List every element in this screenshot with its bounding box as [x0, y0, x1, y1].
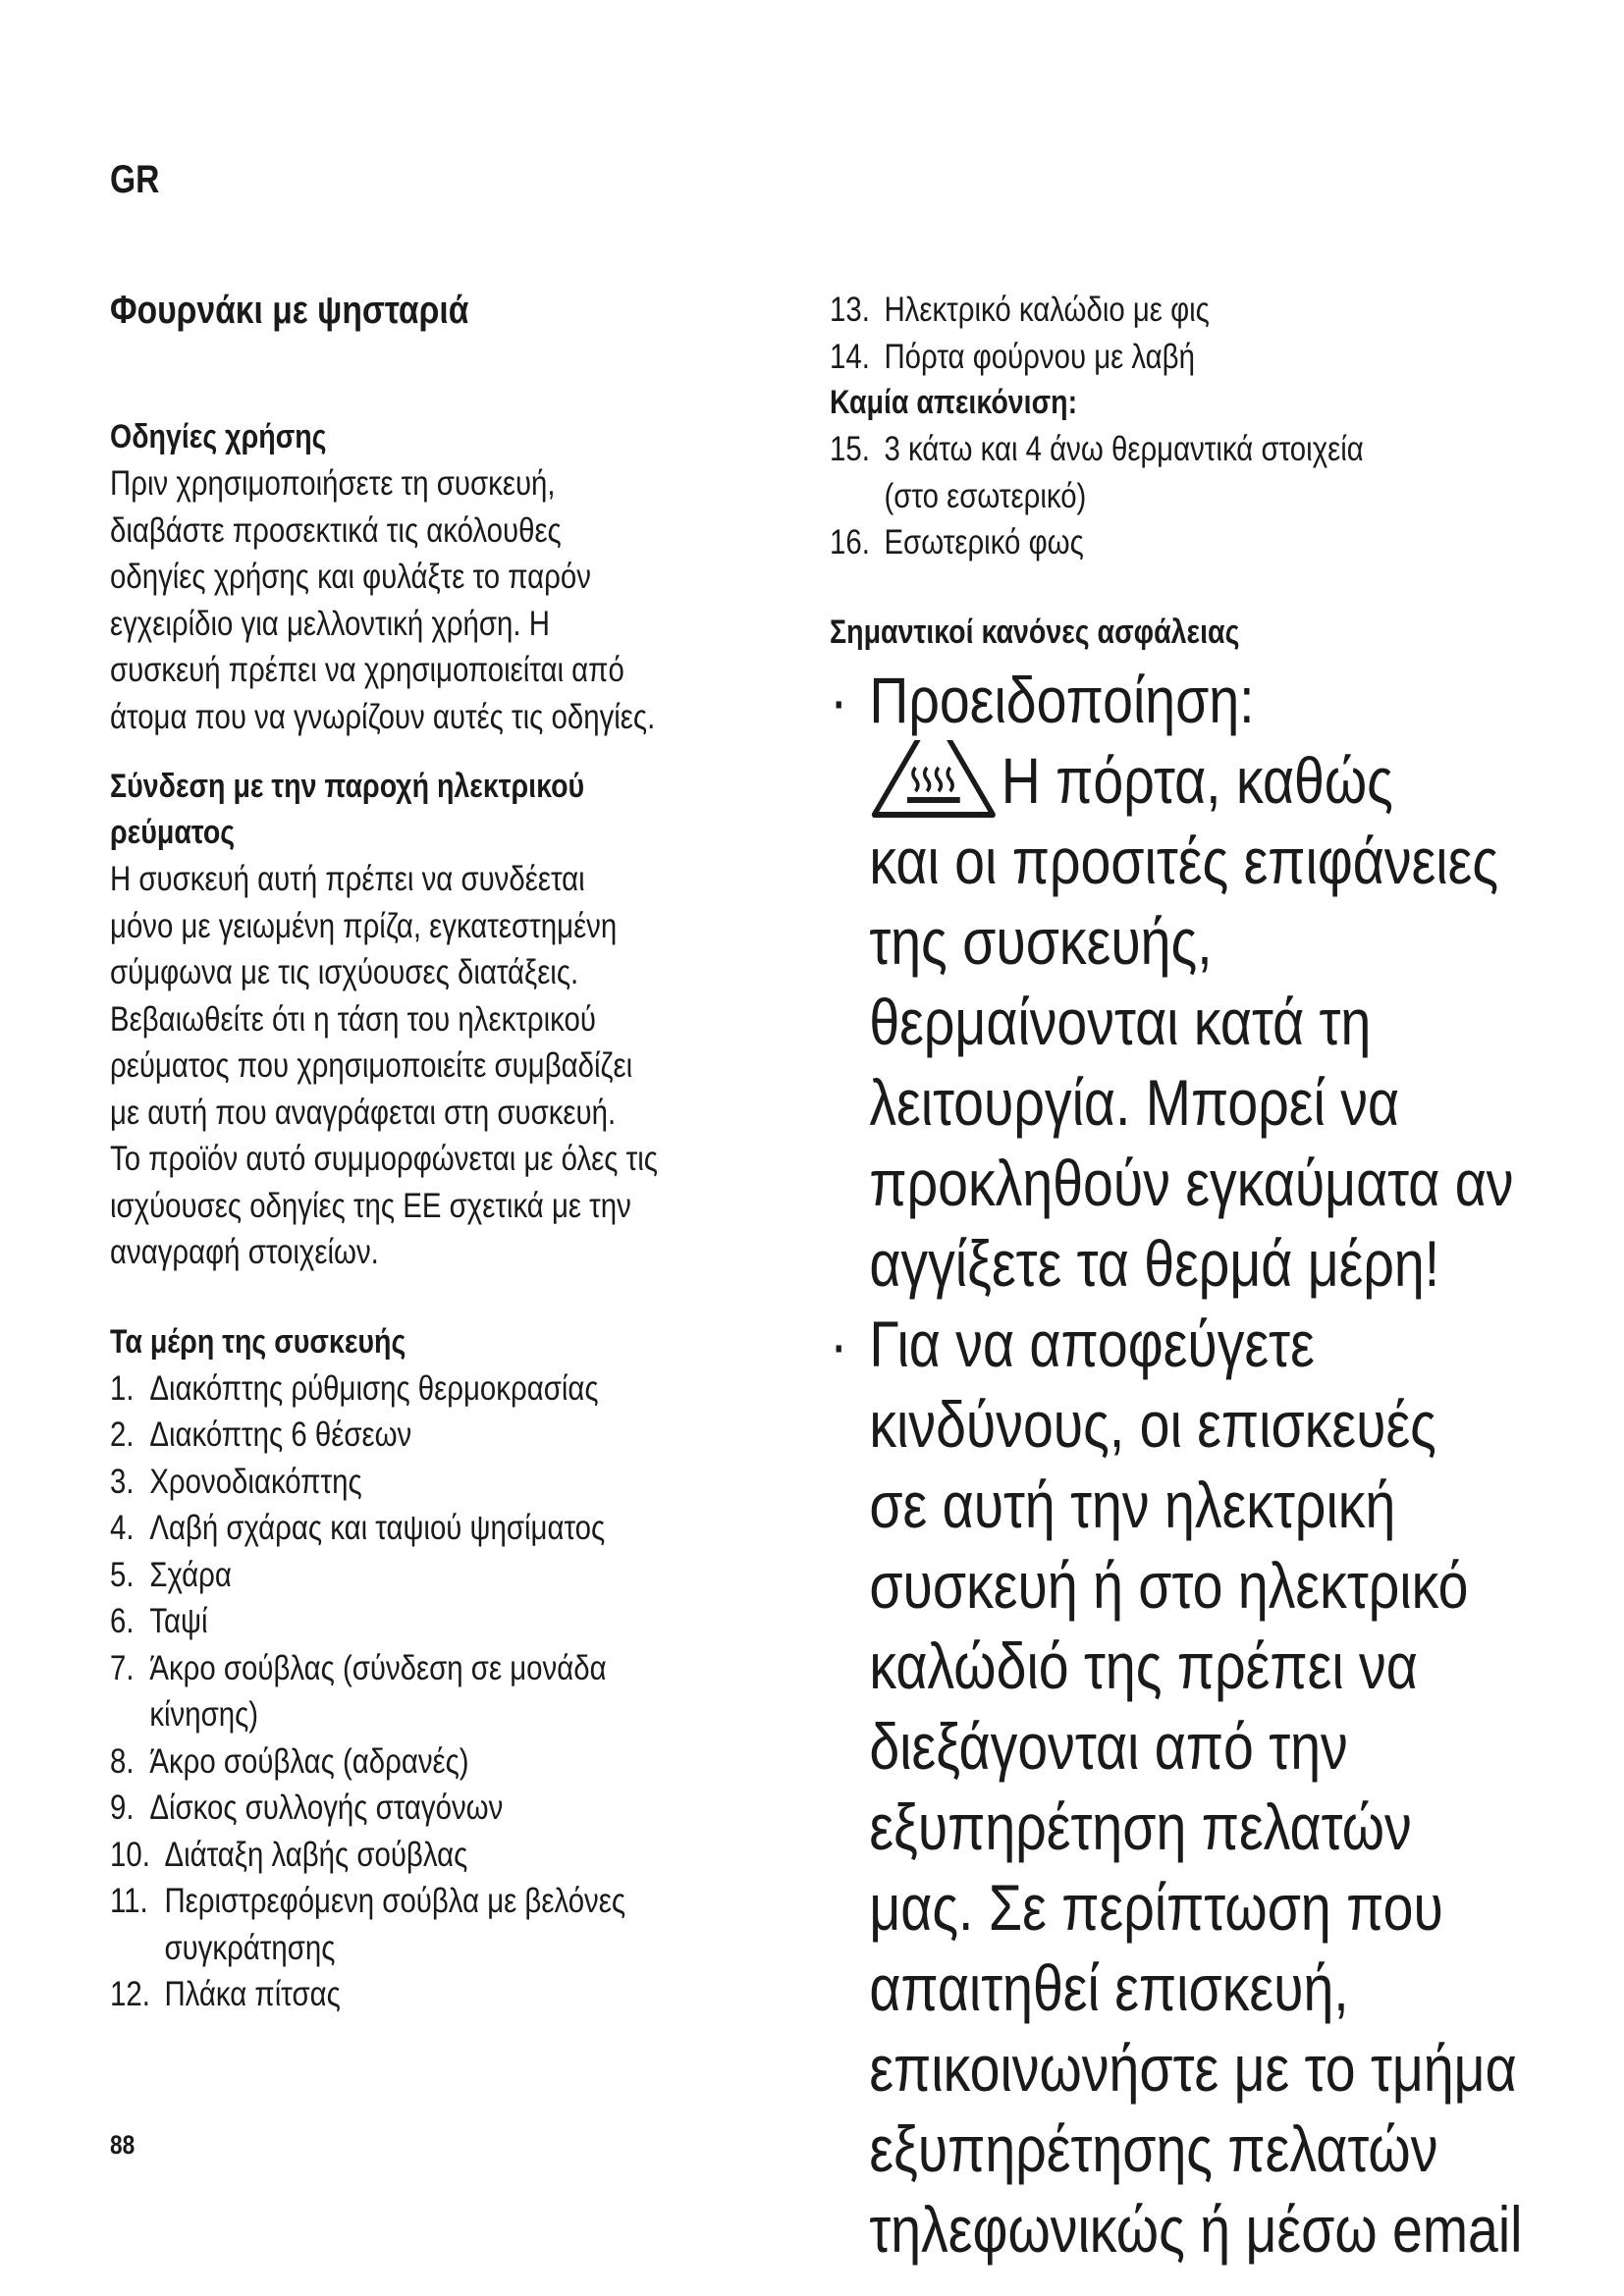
bullet: · — [830, 663, 848, 736]
parts-heading: Τα μέρη της συσκευής — [110, 1322, 406, 1361]
list-item — [110, 1832, 687, 1879]
warning-text: και οι προσιτές επιφάνειες — [869, 824, 1499, 897]
safety-warning — [830, 660, 1514, 1304]
connection-heading: ρεύματος — [110, 814, 236, 851]
warning-line — [830, 821, 1499, 901]
product-title: Φουρνάκι με ψησταριά — [110, 289, 469, 332]
warning-line — [830, 740, 1473, 821]
parts-list-continued — [830, 287, 1473, 380]
repair-text: σε αυτή την ηλεκτρική — [869, 1468, 1396, 1541]
usage-line: εγχειρίδιο για μελλοντική χρήση. Η — [110, 604, 550, 643]
repair-line — [830, 1706, 1473, 1787]
repair-line — [830, 1787, 1473, 1867]
warning-text: αγγίξετε τα θερμά μέρη! — [869, 1226, 1440, 1300]
usage-heading: Οδηγίες χρήσης — [110, 418, 327, 455]
list-number: 16. — [830, 523, 870, 561]
repair-text: κινδύνους, οι επισκευές — [869, 1387, 1436, 1461]
parts-list — [110, 1832, 687, 2018]
repair-line — [830, 1384, 1473, 1465]
list-text: Σχάρα — [149, 1555, 232, 1594]
connection-line: σύμφωνα με τις ισχύουσες διατάξεις. — [110, 953, 579, 991]
connection-line: Το προϊόν αυτό συμμορφώνεται με όλες τις — [110, 1140, 658, 1178]
repair-line — [830, 1948, 1473, 2028]
list-text: Ηλεκτρικό καλώδιο με φις — [884, 291, 1210, 329]
list-number: 14. — [830, 337, 870, 376]
warning-title-line — [830, 660, 1473, 740]
list-item — [110, 1785, 687, 1832]
safety-heading: Σημαντικοί κανόνες ασφάλειας — [830, 613, 1240, 651]
connection-line: Η συσκευή αυτή πρέπει να συνδέεται — [110, 860, 585, 898]
repair-text: συσκευή ή στο ηλεκτρικό — [869, 1548, 1469, 1622]
usage-line: οδηγίες χρήσης και φυλάξτε το παρόν — [110, 558, 591, 596]
list-item — [110, 1971, 687, 2018]
list-text: Χρονοδιακόπτης — [149, 1462, 362, 1501]
warning-line — [830, 901, 1473, 982]
list-number: 12. — [110, 1975, 150, 2013]
warning-line — [830, 982, 1473, 1062]
repair-line — [830, 2028, 1517, 2109]
repair-text: τηλεφωνικώς ή μέσω email — [869, 2192, 1523, 2266]
usage-line: συσκευή πρέπει να χρησιμοποιείται από — [110, 651, 624, 689]
warning-title: Προειδοποίηση: — [869, 663, 1255, 736]
list-number: 5. — [110, 1555, 135, 1594]
list-number: 11. — [110, 1882, 148, 1920]
repair-line — [830, 1304, 1473, 1384]
warning-text: Η πόρτα, καθώς — [1001, 743, 1393, 817]
parts-list — [110, 1365, 687, 1832]
usage-line: άτομα που να γνωρίζουν αυτές τις οδηγίες. — [110, 697, 656, 736]
repair-text: εξυπηρέτησης πελατών — [869, 2111, 1438, 2185]
no-image-label: Καμία απεικόνιση: — [830, 384, 1078, 421]
list-number: 15. — [830, 430, 870, 468]
list-item — [110, 1738, 687, 1786]
usage-line: διαβάστε προσεκτικά τις ακόλουθες — [110, 510, 562, 550]
usage-section — [110, 414, 687, 740]
connection-line: μόνο με γειωμένη πρίζα, εγκατεστημένη — [110, 906, 618, 945]
list-number: 6. — [110, 1602, 135, 1640]
list-text: Εσωτερικό φως — [884, 523, 1084, 561]
list-text: κίνησης) — [149, 1695, 259, 1734]
bullet: · — [830, 1307, 848, 1380]
warning-text: λειτουργία. Μπορεί να — [869, 1065, 1399, 1139]
right-column-inner — [830, 287, 1523, 2269]
repair-line — [830, 2109, 1473, 2189]
repair-line — [830, 1626, 1473, 1706]
repair-line — [830, 1867, 1473, 1948]
repair-line — [830, 1465, 1473, 1545]
repair-text: μας. Σε περίπτωση που — [869, 1870, 1443, 1944]
connection-line: με αυτή που αναγράφεται στη συσκευή. — [110, 1093, 617, 1132]
list-item — [110, 1552, 687, 1599]
list-item — [110, 1645, 687, 1738]
list-text: Διακόπτης 6 θέσεων — [149, 1415, 412, 1454]
list-number: 3. — [110, 1462, 135, 1501]
list-item — [830, 426, 1473, 519]
list-text: Λαβή σχάρας και ταψιού ψησίματος — [149, 1509, 606, 1547]
list-text: Πόρτα φούρνου με λαβή — [884, 337, 1195, 376]
list-text: Άκρο σούβλας (σύνδεση σε μονάδα — [149, 1648, 607, 1687]
repair-line — [830, 1545, 1473, 1626]
warning-text: προκληθούν εγκαύματα αν — [869, 1146, 1514, 1219]
list-number: 9. — [110, 1789, 135, 1827]
parts-list-unshown — [830, 426, 1473, 566]
left-column-inner — [110, 287, 687, 2018]
list-text: Δίσκος συλλογής σταγόνων — [149, 1789, 504, 1827]
list-text: συγκράτησης — [164, 1928, 336, 1967]
list-text: Διάταξη λαβής σούβλας — [164, 1835, 468, 1874]
connection-line: ρεύματος που χρησιμοποιείτε συμβαδίζει — [110, 1046, 633, 1085]
language-code: GR — [110, 158, 160, 201]
list-text: Άκρο σούβλας (αδρανές) — [149, 1741, 469, 1781]
repair-text: εξυπηρέτηση πελατών — [869, 1789, 1412, 1863]
list-text: Πλάκα πίτσας — [164, 1975, 341, 2013]
list-item — [110, 1412, 687, 1459]
list-text: 3 κάτω και 4 άνω θερμαντικά στοιχεία — [884, 430, 1364, 468]
connection-line: ισχύουσες οδηγίες της ΕΕ σχετικά με την — [110, 1186, 631, 1225]
list-number: 8. — [110, 1741, 135, 1781]
parts-section — [110, 1319, 687, 2018]
usage-line: Πριν χρησιμοποιήσετε τη συσκευή, — [110, 464, 556, 503]
list-item — [110, 1459, 687, 1506]
list-item — [110, 1598, 687, 1645]
page-number: 88 — [110, 2130, 135, 2160]
list-item — [110, 1878, 687, 1971]
repair-text: διεξάγονται από την — [869, 1709, 1348, 1783]
list-item — [830, 287, 1473, 334]
hot-surface-warning-icon — [869, 740, 1001, 821]
repair-text: καλώδιό της πρέπει να — [869, 1629, 1418, 1702]
list-item — [830, 334, 1473, 381]
list-item — [830, 519, 1473, 566]
list-number: 10. — [110, 1835, 150, 1874]
connection-line: Βεβαιωθείτε ότι η τάση του ηλεκτρικού — [110, 999, 596, 1039]
list-number: 4. — [110, 1509, 135, 1547]
repair-text: απαιτηθεί επισκευή, — [869, 1950, 1349, 2024]
warning-line — [830, 1143, 1514, 1223]
connection-line: αναγραφή στοιχείων. — [110, 1233, 379, 1271]
list-item — [110, 1365, 687, 1413]
list-number: 1. — [110, 1368, 135, 1408]
repair-text: Για να αποφεύγετε — [869, 1307, 1315, 1380]
list-number: 7. — [110, 1648, 135, 1687]
list-number: 2. — [110, 1415, 135, 1454]
list-number: 13. — [830, 291, 870, 329]
repair-line — [830, 2189, 1523, 2269]
left-column — [110, 287, 797, 2018]
warning-text: θερμαίνονται κατά τη — [869, 985, 1372, 1058]
list-text: Ταψί — [149, 1602, 208, 1640]
list-item — [110, 1505, 687, 1552]
repair-text: επικοινωνήστε με το τμήμα — [869, 2031, 1517, 2105]
safety-repair — [830, 1304, 1523, 2269]
list-text: Διακόπτης ρύθμισης θερμοκρασίας — [149, 1368, 599, 1408]
warning-line — [830, 1062, 1473, 1143]
right-column — [830, 287, 1596, 2269]
connection-heading: Σύνδεση με την παροχή ηλεκτρικού — [110, 768, 585, 805]
connection-section — [110, 764, 687, 1276]
list-text: (στο εσωτερικό) — [884, 476, 1087, 515]
warning-line — [830, 1223, 1473, 1304]
warning-text: της συσκευής, — [869, 904, 1213, 978]
list-text: Περιστρεφόμενη σούβλα με βελόνες — [164, 1882, 626, 1920]
